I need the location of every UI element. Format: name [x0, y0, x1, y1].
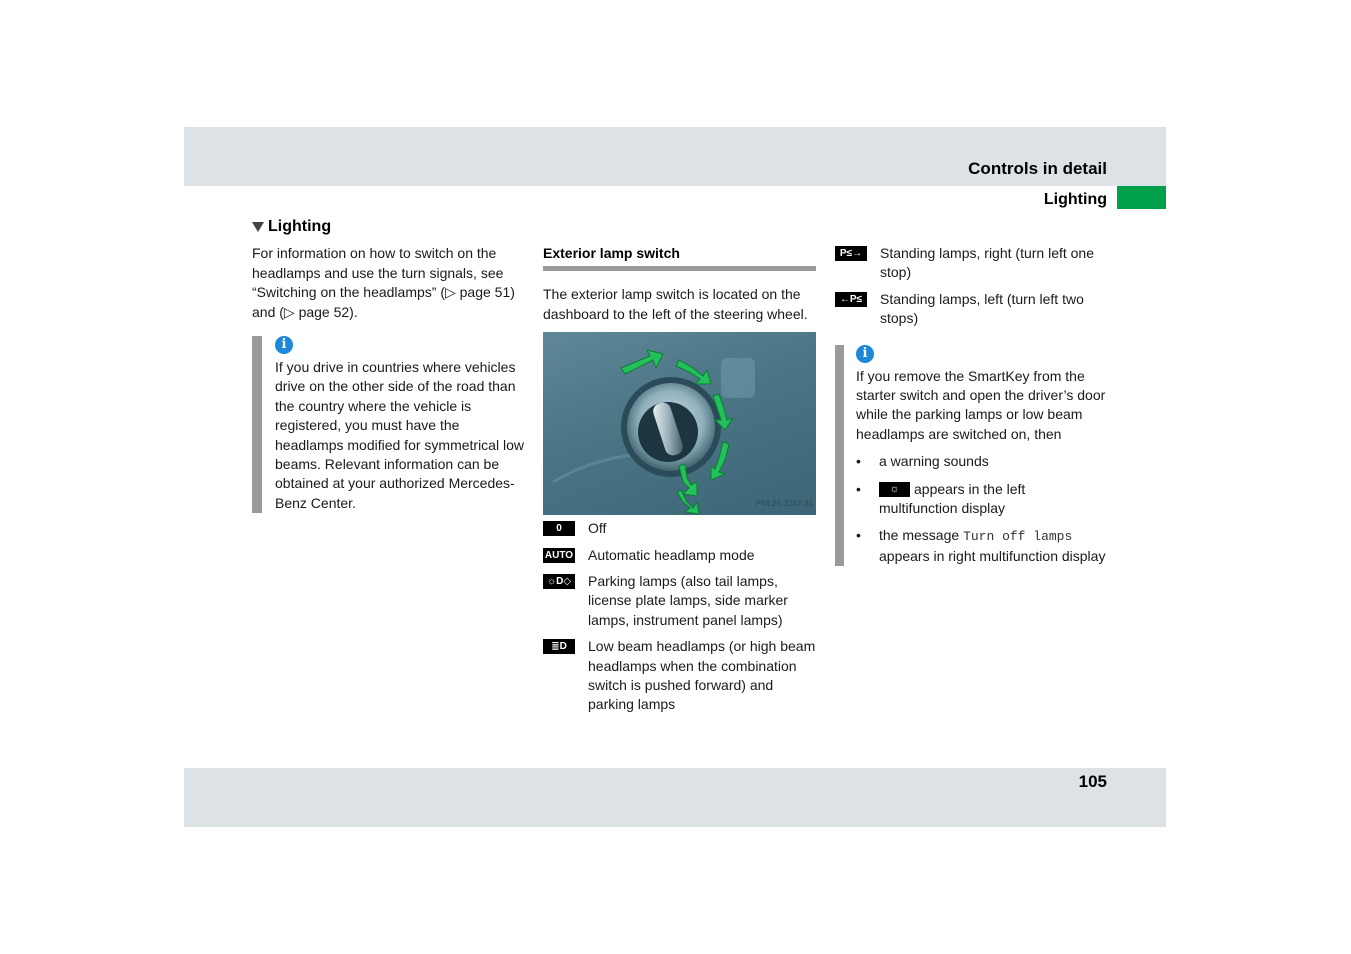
legend-text: Automatic headlamp mode	[588, 546, 755, 563]
bullet-text: appears in the left multifunction display	[879, 480, 1026, 517]
bullet-text-prefix: the message	[879, 527, 960, 544]
info-note-intro: If you remove the SmartKey from the starter switch and open the driver’s door while the parking lamps or low beam headlamps are switched on, then	[856, 367, 1106, 442]
bullet-icon: •	[856, 527, 861, 544]
subsection-title: Lighting	[1043, 191, 1107, 208]
bullet-item	[856, 526, 1107, 566]
photo-reference-code: P54.25-3242-31	[755, 498, 813, 508]
adjacent-switch	[721, 358, 755, 398]
note-bar	[252, 336, 262, 513]
lamp-switch-photo	[543, 332, 816, 515]
bullet-item	[856, 452, 1107, 471]
bullet-text-suffix: appears in right multifunction display	[879, 547, 1106, 564]
lighting-intro: For information on how to switch on the headlamps and use the turn signals, see “Switching on the headlamps” (▷ page 51) and (▷ page 52).	[252, 245, 515, 320]
off-icon: 0	[543, 521, 575, 536]
info-icon: i	[275, 336, 293, 354]
bullet-icon: •	[856, 453, 861, 470]
info-icon: i	[856, 345, 874, 363]
section-tab-marker	[1117, 186, 1166, 209]
legend-text: Off	[588, 520, 607, 537]
legend-text: Standing lamps, right (turn left one stop)	[880, 245, 1095, 281]
low-beam-icon: ≣D	[543, 639, 575, 654]
bullet-text: a warning sounds	[879, 453, 989, 470]
legend-row-standing-right	[835, 244, 1107, 283]
lighting-heading	[252, 217, 527, 236]
bullet-icon: •	[856, 480, 861, 497]
bullet-content	[879, 480, 1107, 519]
auto-icon: AUTO	[544, 549, 574, 561]
standing-lamps-right-icon: P≤→	[835, 246, 867, 261]
legend-text: Parking lamps (also tail lamps, license plate lamps, side marker lamps, instrument panel lamps)	[588, 573, 788, 628]
lighting-heading-label: Lighting	[268, 218, 332, 235]
legend-text: Standing lamps, left (turn left two stops)	[880, 290, 1084, 327]
standing-lamps-left-icon: ←P≤	[835, 292, 867, 307]
column-left	[252, 217, 527, 513]
legend-text: Low beam headlamps (or high beam headlamps when the combination switch is pushed forward) and parking lamps	[588, 638, 816, 713]
legend-row-parking	[543, 572, 816, 630]
display-message: Turn off lamps	[963, 529, 1073, 545]
lamp-warning-icon: ☼	[879, 482, 910, 497]
switch-position-legend	[543, 519, 816, 715]
parking-lamps-icon: ☼D◇	[543, 574, 575, 589]
exterior-lamp-switch-heading: Exterior lamp switch	[543, 244, 816, 271]
info-note-right	[835, 345, 1107, 567]
info-note-left	[252, 336, 527, 513]
column-right	[835, 244, 1107, 566]
legend-row-low-beam	[543, 637, 816, 715]
legend-row-off	[543, 519, 816, 538]
exterior-lamp-switch-intro: The exterior lamp switch is located on the dashboard to the left of the steering wheel.	[543, 286, 808, 322]
bullet-content	[879, 526, 1107, 566]
lamp-switch-illustration	[543, 332, 816, 515]
legend-row-standing-left	[835, 290, 1107, 329]
footer-band	[184, 768, 1166, 827]
section-title: Controls in detail	[968, 159, 1107, 178]
column-middle	[543, 244, 816, 715]
legend-row-auto	[543, 546, 816, 565]
info-note-text: If you drive in countries where vehicles drive on the other side of the road than the country where the vehicle is registered, you must have the headlamps modified for symmetrical low beams. Relevant information can be obtained at your authorized Mercedes-Benz Center.	[275, 359, 524, 511]
triangle-down-icon	[252, 222, 264, 232]
page-number: 105	[1078, 772, 1107, 791]
note-bar	[835, 345, 844, 567]
bullet-item	[856, 480, 1107, 519]
